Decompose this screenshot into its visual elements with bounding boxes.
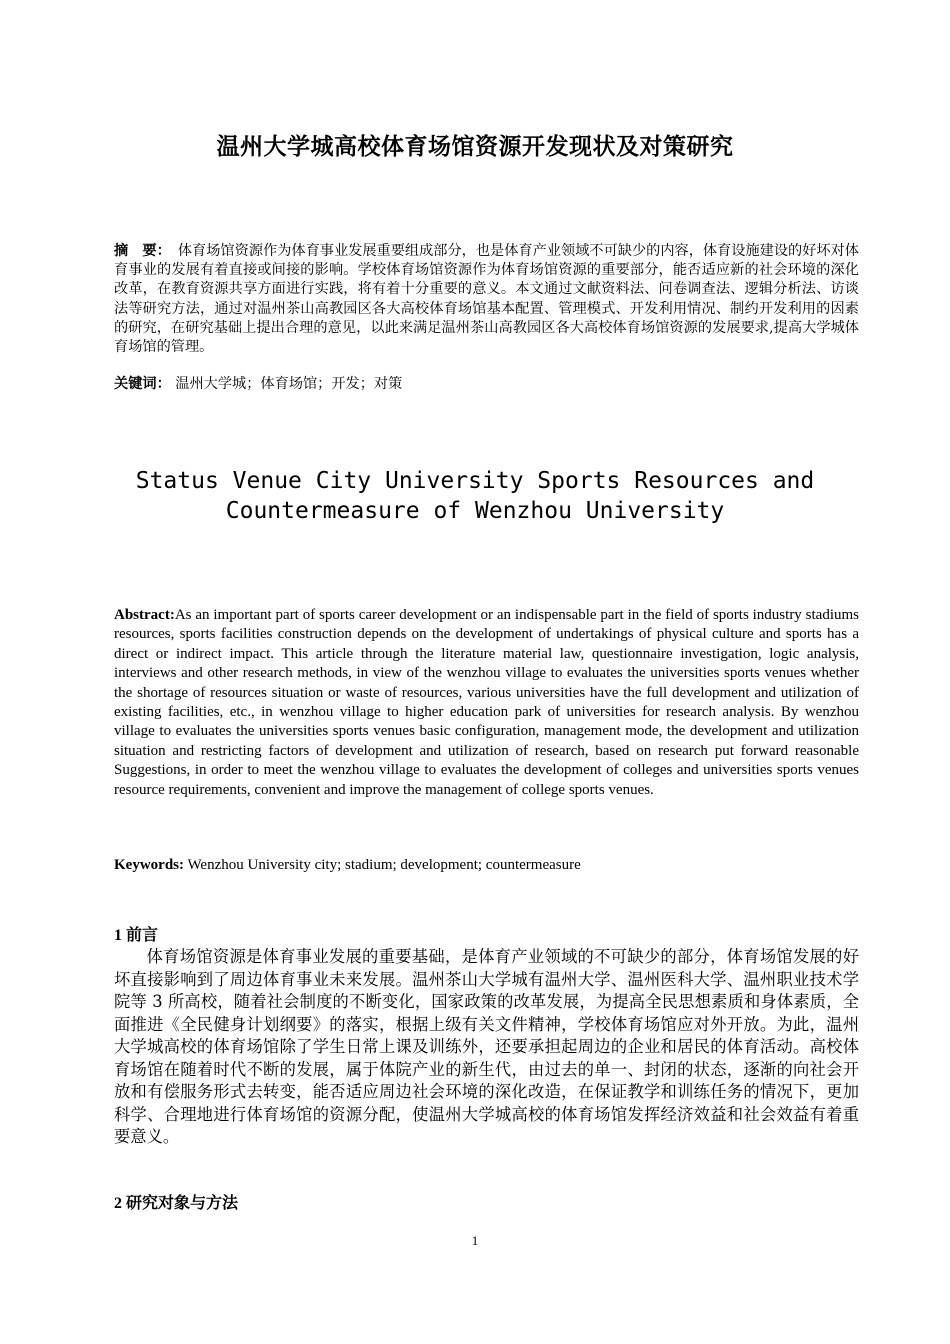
english-title-line-2: Countermeasure of Wenzhou University [225,498,725,524]
english-keywords-text: Wenzhou University city; stadium; development; countermeasure [184,857,581,873]
chinese-abstract-label: 摘 要： [114,243,164,259]
english-abstract [114,606,859,800]
page-number: 1 [471,1233,479,1248]
chinese-keywords-label: 关键词： [114,376,171,392]
english-keywords-label: Keywords: [114,857,184,873]
section-1-heading: 1 前言 [114,927,159,944]
english-abstract-label: Abstract: [114,607,175,623]
chinese-abstract [114,242,859,357]
chinese-keywords [114,375,859,394]
chinese-keywords-text: 温州大学城；体育场馆；开发；对策 [175,376,403,392]
chinese-title: 温州大学城高校体育场馆资源开发现状及对策研究 [216,133,734,160]
english-abstract-text: As an important part of sports career development or an indispensable part in the field of sports industry stadiums resources, sports facilities construction depends on the development of undertakings of physical culture and sports has a direct or indirect impact. This article through the literature material law, questionnaire investigation, logic analysis, interviews and other research methods, in view of the wenzhou village to evaluates the universities sports venues whether the shortage of resources situation or waste of resources, various universities have the full development and utilization of existing facilities, etc., in wenzhou village to higher education park of universities for research analysis. By wenzhou village to evaluates the universities sports venues basic configuration, management mode, the development and utilization situation and restricting factors of development and utilization of research, based on research put forward reasonable Suggestions, in order to meet the wenzhou village to evaluates the development of colleges and universities sports venues resource requirements, convenient and improve the management of college sports venues. [114,607,859,798]
section-1-body: 体育场馆资源是体育事业发展的重要基础，是体育产业领域的不可缺少的部分，体育场馆发展的好坏直接影响到了周边体育事业未来发展。温州茶山大学城有温州大学、温州医科大学、温州职业技术学院等 3 所高校，随着社会制度的不断变化，国家政策的改革发展，为提高全民思想素质和身体素质，全面推进《全民健身计划纲要》的落实，根据上级有关文件精神，学校体育场馆应对外开放。为此，温州大学城高校的体育场馆除了学生日常上课及训练外，还要承担起周边的企业和居民的体育活动。高校体育场馆在随着时代不断的发展，属于体院产业的新生代，由过去的单一、封闭的状态，逐渐的向社会开放和有偿服务形式去转变，能否适应周边社会环境的深化改造，在保证教学和训练任务的情况下，更加科学、合理地进行体育场馆的资源分配，使温州大学城高校的体育场馆发挥经济效益和社会效益有着重要意义。 [114,947,859,1146]
chinese-abstract-text: 体育场馆资源作为体育事业发展重要组成部分，也是体育产业领域不可缺少的内容，体育设施建设的好坏对体育事业的发展有着直接或间接的影响。学校体育场馆资源作为体育场馆资源的重要部分，能否适应新的社会环境的深化改革，在教育资源共享方面进行实践，将有着十分重要的意义。本文通过文献资料法、问卷调查法、逻辑分析法、访谈法等研究方法，通过对温州茶山高教园区各大高校体育场馆基本配置、管理模式、开发利用情况、制约开发利用的因素的研究，在研究基础上提出合理的意见，以此来满足温州茶山高教园区各大高校体育场馆资源的发展要求,提高大学城体育场馆的管理。 [114,243,859,356]
section-2-heading: 2 研究对象与方法 [114,1195,239,1212]
english-title [0,466,950,526]
english-title-line-1: Status Venue City University Sports Resources and [135,468,815,494]
english-keywords [114,856,859,875]
